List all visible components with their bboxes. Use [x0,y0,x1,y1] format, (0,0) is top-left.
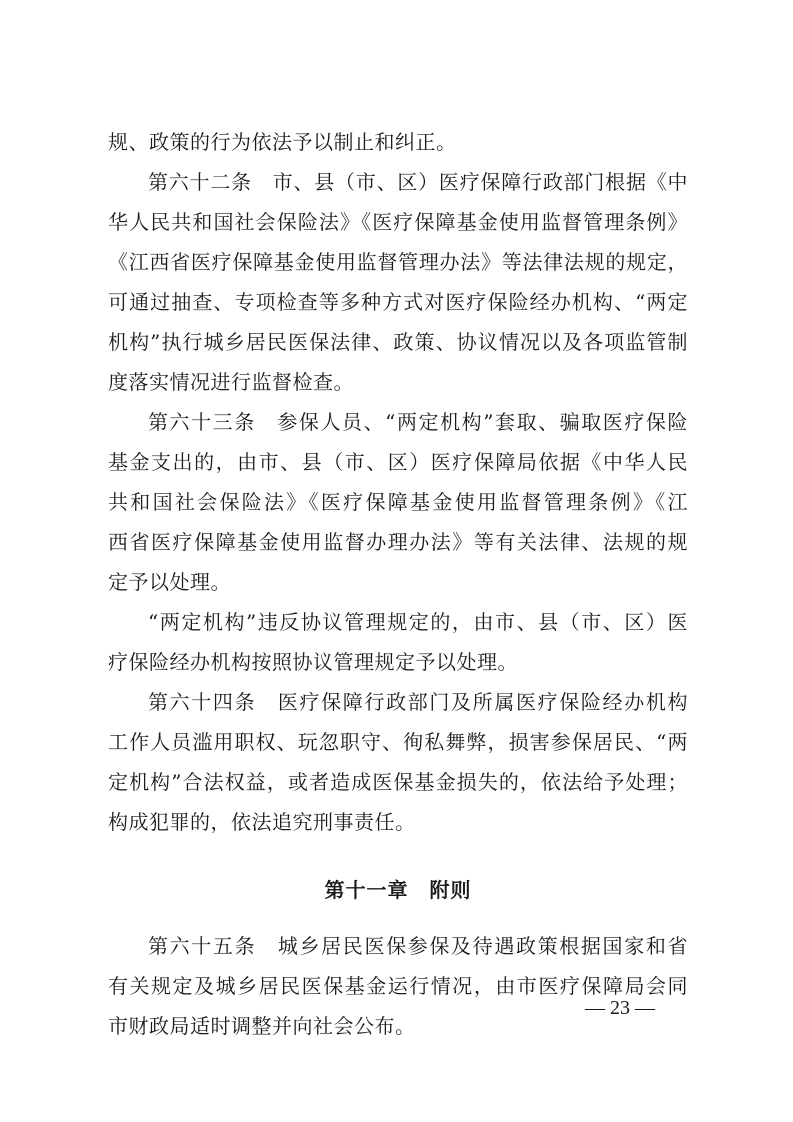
text-line: 共和国社会保险法》《医疗保障基金使用监督管理条例》《江 [108,490,688,514]
text-line: 定予以处理。 [108,570,231,594]
text-line: 定机构”合法权益，或者造成医保基金损失的，依法给予处理； [108,770,688,794]
text-line: 第六十二条 市、县（市、区）医疗保障行政部门根据《中 [148,170,688,194]
text-line: 工作人员滥用职权、玩忽职守、徇私舞弊，损害参保居民、“两 [108,730,688,754]
article-63 [108,402,688,602]
page-number: — 23 — [585,997,655,1019]
text-line: 第六十五条 城乡居民医保参保及待遇政策根据国家和省 [148,934,688,958]
paragraph-continuation [108,122,688,162]
text-line: 第六十三条 参保人员、“两定机构”套取、骗取医疗保险 [148,410,688,434]
chapter-heading: 第十一章 附则 [324,878,472,902]
text-line: 度落实情况进行监督检查。 [108,370,354,394]
text-line: 华人民共和国社会保险法》《医疗保障基金使用监督管理条例》 [108,210,688,234]
text-line: 可通过抽查、专项检查等多种方式对医疗保险经办机构、“两定 [108,290,688,314]
text-line: 市财政局适时调整并向社会公布。 [108,1014,416,1038]
body-text [108,122,688,1046]
text-line: 机构”执行城乡居民医保法律、政策、协议情况以及各项监管制 [108,330,688,354]
text-line: 基金支出的，由市、县（市、区）医疗保障局依据《中华人民 [108,450,688,474]
text-line: 疗保险经办机构按照协议管理规定予以处理。 [108,650,518,674]
text-line: 规、政策的行为依法予以制止和纠正。 [108,130,457,154]
text-line: 西省医疗保障基金使用监督办理办法》等有关法律、法规的规 [108,530,688,554]
article-65 [108,926,688,1046]
text-line: “两定机构”违反协议管理规定的，由市、县（市、区）医 [148,610,688,634]
article-64 [108,682,688,842]
text-line: 第六十四条 医疗保障行政部门及所属医疗保险经办机构 [148,690,688,714]
article-63-supplement [108,602,688,682]
text-line: 构成犯罪的，依法追究刑事责任。 [108,810,416,834]
article-62 [108,162,688,402]
text-line: 有关规定及城乡居民医保基金运行情况，由市医疗保障局会同 [108,974,688,998]
text-line: 《江西省医疗保障基金使用监督管理办法》等法律法规的规定， [108,250,688,274]
